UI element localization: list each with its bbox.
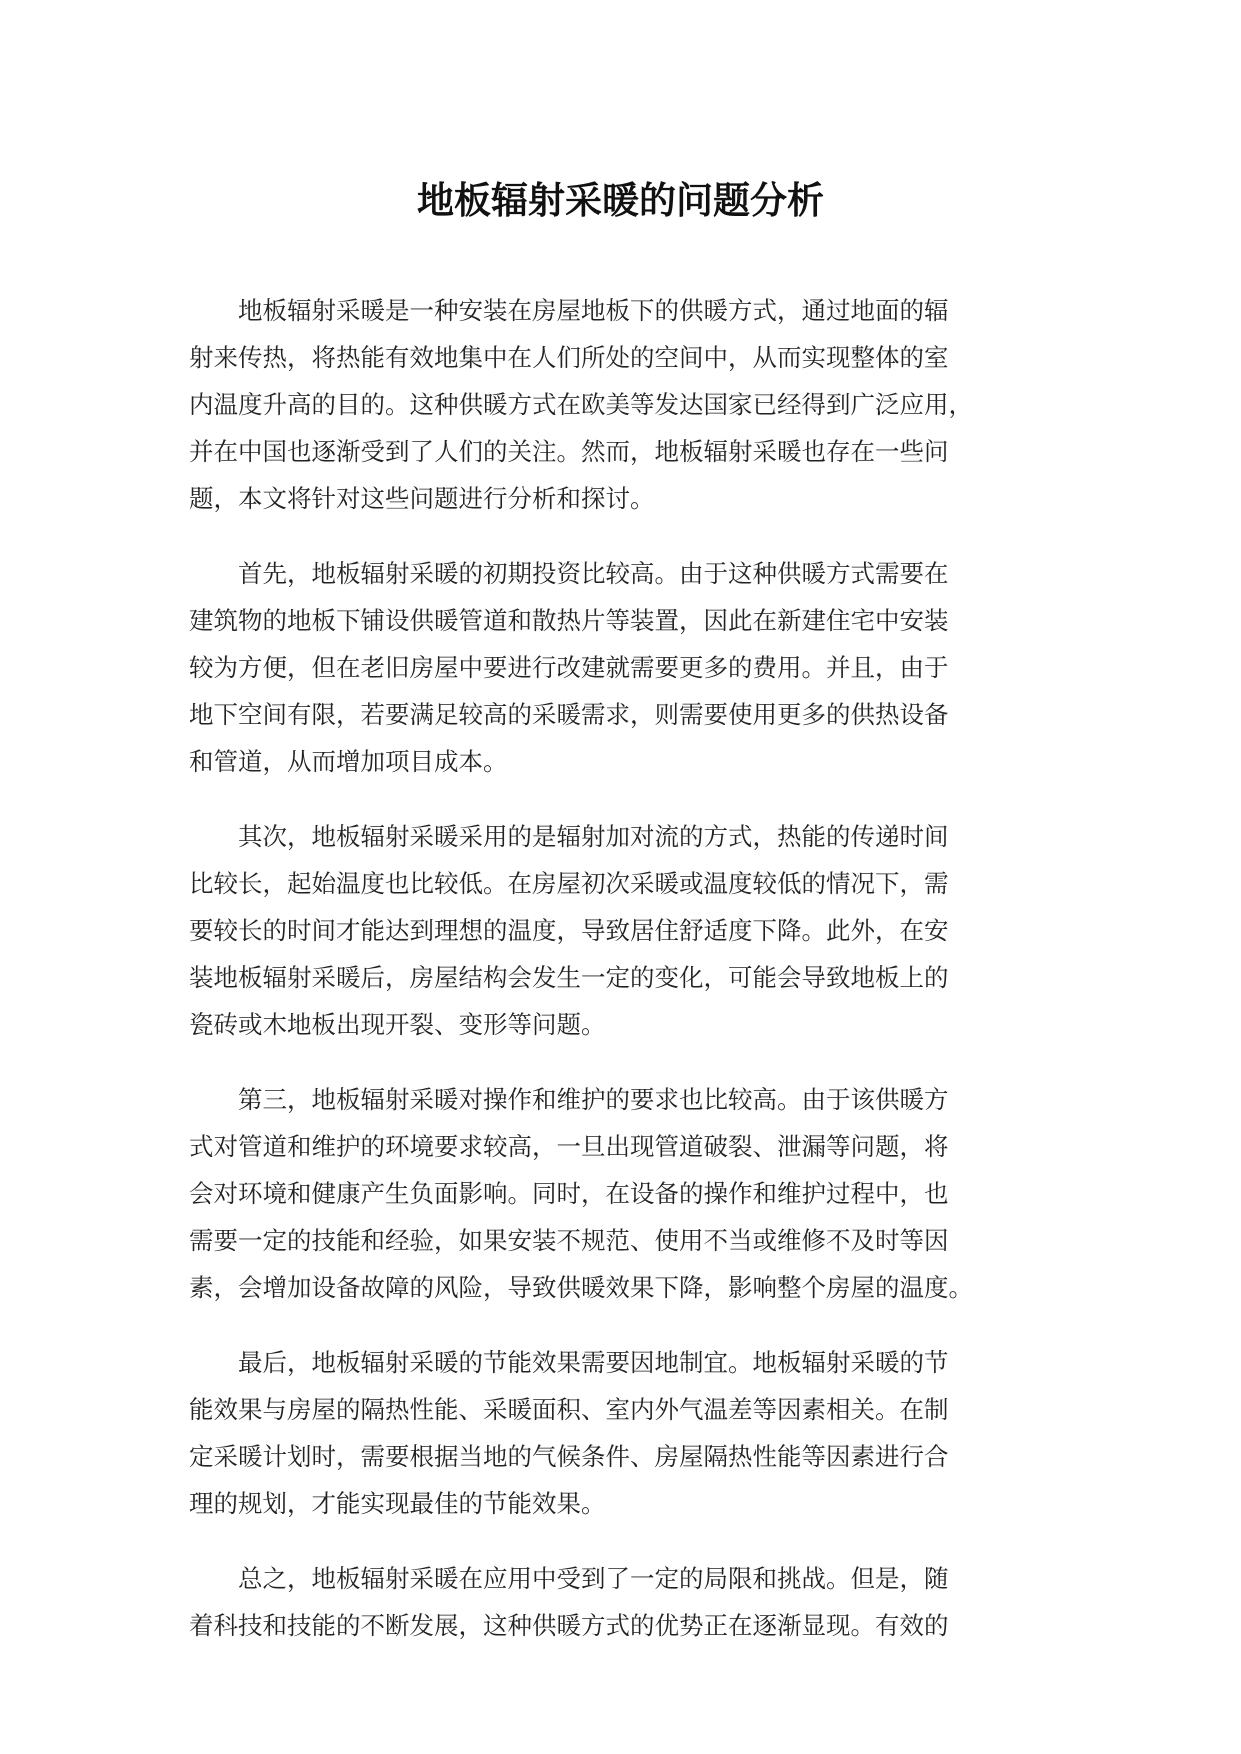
paragraph-line: 射来传热，将热能有效地集中在人们所处的空间中，从而实现整体的室 [189,343,949,372]
paragraph-line: 其次，地板辐射采暖采用的是辐射加对流的方式，热能的传递时间 [238,822,949,851]
document-body [189,287,1049,1677]
paragraph-line: 并在中国也逐渐受到了人们的关注。然而，地板辐射采暖也存在一些问 [189,437,949,466]
paragraph-line: 着科技和技能的不断发展，这种供暖方式的优势正在逐渐显现。有效的 [189,1611,949,1640]
paragraph-line: 地下空间有限，若要满足较高的采暖需求，则需要使用更多的供热设备 [189,700,949,729]
paragraph-line: 建筑物的地板下铺设供暖管道和散热片等装置，因此在新建住宅中安装 [189,606,949,635]
paragraph-line: 比较长，起始温度也比较低。在房屋初次采暖或温度较低的情况下，需 [189,869,949,898]
paragraph-line: 首先，地板辐射采暖的初期投资比较高。由于这种供暖方式需要在 [238,559,949,588]
paragraph-line: 题，本文将针对这些问题进行分析和探讨。 [189,484,655,513]
paragraph-line: 能效果与房屋的隔热性能、采暖面积、室内外气温差等因素相关。在制 [189,1395,949,1424]
paragraph-line: 瓷砖或木地板出现开裂、变形等问题。 [189,1010,606,1039]
paragraph-line: 地板辐射采暖是一种安装在房屋地板下的供暖方式，通过地面的辐 [238,296,949,325]
paragraph-last [189,1339,1049,1527]
paragraph-second [189,813,1049,1048]
document-title: 地板辐射采暖的问题分析 [417,179,824,222]
paragraph-line: 和管道，从而增加项目成本。 [189,747,508,776]
paragraph-line: 内温度升高的目的。这种供暖方式在欧美等发达国家已经得到广泛应用， [189,390,973,419]
paragraph-conclusion [189,1555,1049,1649]
paragraph-line: 总之，地板辐射采暖在应用中受到了一定的局限和挑战。但是，随 [238,1564,949,1593]
paragraph-intro [189,287,1049,522]
paragraph-line: 较为方便，但在老旧房屋中要进行改建就需要更多的费用。并且，由于 [189,653,949,682]
paragraph-line: 素，会增加设备故障的风险，导致供暖效果下降，影响整个房屋的温度。 [189,1273,973,1302]
paragraph-line: 需要一定的技能和经验，如果安装不规范、使用不当或维修不及时等因 [189,1226,949,1255]
paragraph-third [189,1076,1049,1311]
paragraph-line: 第三，地板辐射采暖对操作和维护的要求也比较高。由于该供暖方 [238,1085,949,1114]
paragraph-line: 会对环境和健康产生负面影响。同时，在设备的操作和维护过程中，也 [189,1179,949,1208]
paragraph-line: 理的规划，才能实现最佳的节能效果。 [189,1489,606,1518]
paragraph-first [189,550,1049,785]
paragraph-line: 要较长的时间才能达到理想的温度，导致居住舒适度下降。此外，在安 [189,916,949,945]
paragraph-line: 装地板辐射采暖后，房屋结构会发生一定的变化，可能会导致地板上的 [189,963,949,992]
paragraph-line: 最后，地板辐射采暖的节能效果需要因地制宜。地板辐射采暖的节 [238,1348,949,1377]
paragraph-line: 式对管道和维护的环境要求较高，一旦出现管道破裂、泄漏等问题，将 [189,1132,949,1161]
paragraph-line: 定采暖计划时，需要根据当地的气候条件、房屋隔热性能等因素进行合 [189,1442,949,1471]
